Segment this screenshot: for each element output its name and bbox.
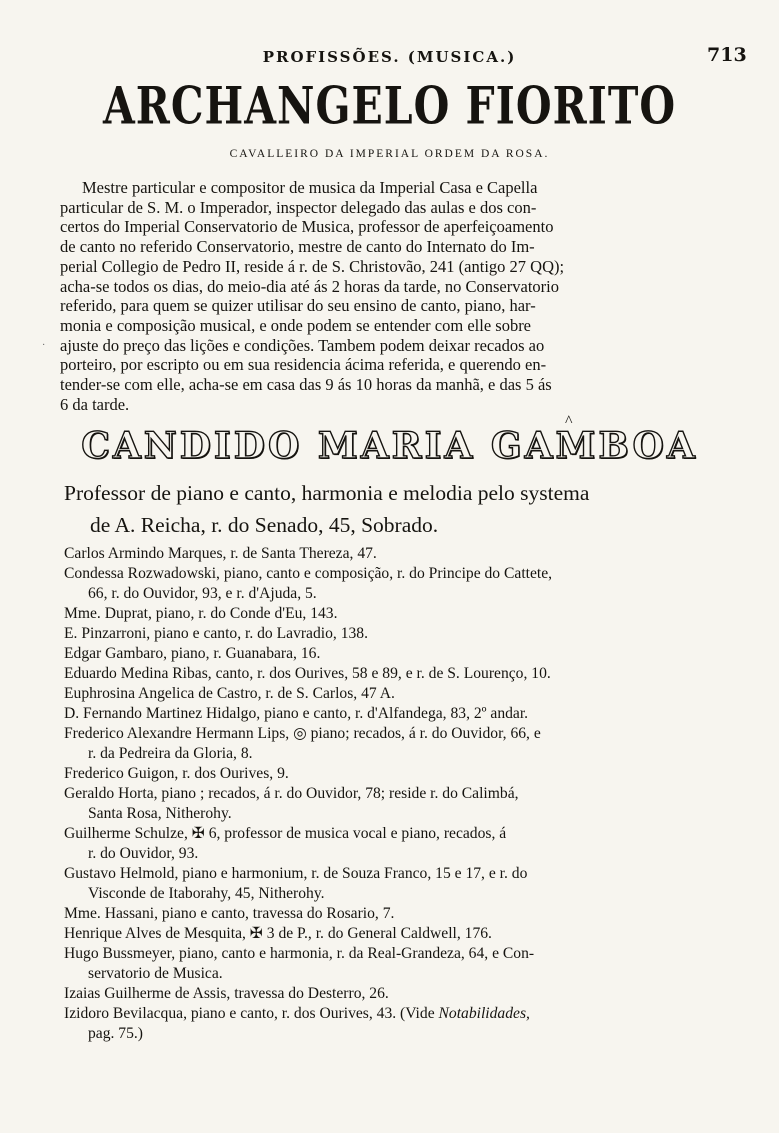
italic-reference: Notabilidades, [438, 1005, 530, 1022]
list-item [64, 924, 714, 944]
list-item [64, 624, 714, 644]
circumflex-accent: ^ [565, 413, 573, 430]
description-line: tender-se com elle, acha-se em casa das 9 ás 10 horas da manhã, e das 5 ás [60, 375, 552, 395]
list-item [64, 704, 714, 724]
description-line: referido, para quem se quizer utilisar do seu ensino de canto, piano, har- [60, 296, 536, 316]
description-line: porteiro, por escripto ou em sua residencia ácima referida, e querendo en- [60, 355, 547, 375]
list-item-text: Condessa Rozwadowski, piano, canto e composição, r. do Principe do Cattete, [64, 565, 553, 582]
description-line: acha-se todos os dias, do meio-dia até ás 2 horas da tarde, no Conservatorio [60, 276, 559, 296]
list-item-text: Eduardo Medina Ribas, canto, r. dos Ourives, 58 e 89, e r. de S. Lourenço, 10. [64, 665, 551, 682]
honor-subtitle: CAVALLEIRO DA IMPERIAL ORDEM DA ROSA. [229, 148, 550, 160]
list-item-text: D. Fernando Martinez Hidalgo, piano e canto, r. d'Alfandega, 83, 2º andar. [64, 705, 529, 722]
list-item [64, 684, 714, 704]
fiorito-description [60, 178, 704, 414]
candido-gamboa-title: CANDIDO MARIA GAMBOA [81, 425, 698, 467]
list-item [64, 864, 714, 884]
list-item-text: Gustavo Helmold, piano e harmonium, r. de Souza Franco, 15 e 17, e r. do [64, 865, 528, 882]
list-item-text: E. Pinzarroni, piano e canto, r. do Lavradio, 138. [64, 625, 368, 642]
list-item-text: r. da Pedreira da Gloria, 8. [88, 745, 253, 762]
gamboa-line-1: Professor de piano e canto, harmonia e melodia pelo systema [64, 481, 590, 505]
list-item-continuation [64, 884, 714, 904]
list-item-text: Visconde de Itaborahy, 45, Nitherohy. [88, 885, 325, 902]
list-item-text: Guilherme Schulze, ✠ 6, professor de musica vocal e piano, recados, á [64, 825, 507, 842]
description-line: 6 da tarde. [60, 394, 130, 414]
list-item-text: Frederico Guigon, r. dos Ourives, 9. [64, 765, 289, 782]
list-item-text: Izaias Guilherme de Assis, travessa do Desterro, 26. [64, 985, 389, 1002]
list-item-text: pag. 75.) [88, 1025, 143, 1042]
description-line: monia e composição musical, e onde podem se entender com elle sobre [60, 315, 532, 335]
list-item [64, 644, 714, 664]
list-item [64, 784, 714, 804]
list-item [64, 604, 714, 624]
page-number: 713 [707, 44, 747, 66]
description-line: perial Collegio de Pedro II, reside á r. de S. Christovão, 241 (antigo 27 QQ); [60, 256, 565, 276]
list-item [64, 764, 714, 784]
list-item-text: Frederico Alexandre Hermann Lips, ◎ piano; recados, á r. do Ouvidor, 66, e [64, 725, 541, 742]
list-item-text: Geraldo Horta, piano ; recados, á r. do Ouvidor, 78; reside r. do Calimbá, [64, 785, 519, 802]
list-item-text: Izidoro Bevilacqua, piano e canto, r. dos Ourives, 43. (Vide [64, 1005, 439, 1022]
list-item-text: Edgar Gambaro, piano, r. Guanabara, 16. [64, 645, 321, 662]
gamboa-line-2: de A. Reicha, r. do Senado, 45, Sobrado. [90, 513, 439, 537]
teacher-list [64, 544, 714, 1044]
list-item-continuation [64, 964, 714, 984]
list-item [64, 824, 714, 844]
list-item-text: Henrique Alves de Mesquita, ✠ 3 de P., r. do General Caldwell, 176. [64, 925, 492, 942]
list-item-continuation [64, 1024, 714, 1044]
list-item-text: Mme. Duprat, piano, r. do Conde d'Eu, 143. [64, 605, 338, 622]
list-item-text: Euphrosina Angelica de Castro, r. de S. Carlos, 47 A. [64, 685, 395, 702]
list-item [64, 664, 714, 684]
description-line: certos do Imperial Conservatorio de Musica, professor de aperfeiçoamento [60, 217, 554, 237]
list-item-continuation [64, 744, 714, 764]
description-line: de canto no referido Conservatorio, mestre de canto do Internato do Im- [60, 237, 535, 257]
list-item-text: servatorio de Musica. [88, 965, 223, 982]
list-item-text: Santa Rosa, Nitherohy. [88, 805, 232, 822]
list-item [64, 544, 714, 564]
list-item [64, 904, 714, 924]
list-item [64, 564, 714, 584]
description-line: particular de S. M. o Imperador, inspector delegado das aulas e dos con- [60, 197, 537, 217]
margin-dots: · [42, 340, 46, 351]
list-item-continuation [64, 584, 714, 604]
list-item [64, 724, 714, 744]
list-item-text: Mme. Hassani, piano e canto, travessa do Rosario, 7. [64, 905, 395, 922]
list-item-text: r. do Ouvidor, 93. [88, 845, 199, 862]
gamboa-description [64, 477, 714, 541]
list-item-continuation [64, 804, 714, 824]
section-header: PROFISSÕES. (MUSICA.) [262, 48, 517, 66]
list-item [64, 1004, 714, 1024]
archangelo-fiorito-title: ARCHANGELO FIORITO [102, 76, 677, 136]
list-item-continuation [64, 844, 714, 864]
list-item [64, 944, 714, 964]
description-line: Mestre particular e compositor de musica da Imperial Casa e Capella [82, 178, 538, 197]
list-item-text: Hugo Bussmeyer, piano, canto e harmonia, r. da Real-Grandeza, 64, e Con- [64, 945, 535, 962]
list-item [64, 984, 714, 1004]
list-item-text: 66, r. do Ouvidor, 93, e r. d'Ajuda, 5. [88, 585, 317, 602]
list-item-text: Carlos Armindo Marques, r. de Santa Thereza, 47. [64, 545, 377, 562]
description-line: ajuste do preço das lições e condições. Tambem podem deixar recados ao [60, 335, 545, 355]
